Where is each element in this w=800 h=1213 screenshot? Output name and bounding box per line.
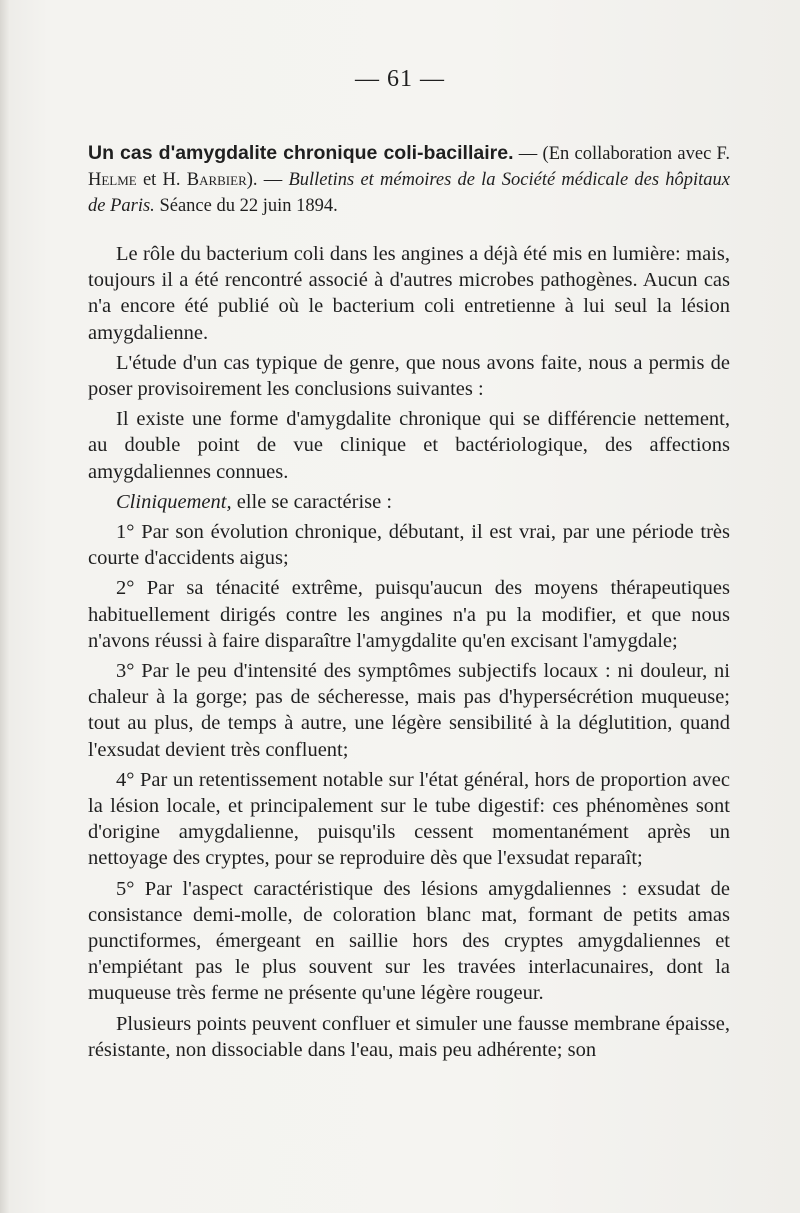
paragraph-4-rest: elle se caractérise : (231, 490, 393, 513)
paragraph-point-5: 5° Par l'aspect caractéristique des lésions amygdaliennes : exsudat de consistance demi-molle, de coloration blanc mat, formant de petits amas punctiformes, émergeant en saillie hors des cryptes amygdaliennes et n'empiétant pas le plus souvent sur les travées interlacunaires, dont la muqueuse très ferme ne présente qu'une légère rougeur. (88, 877, 730, 1005)
paragraph-point-4: 4° Par un retentissement notable sur l'état général, hors de proportion avec la lésion locale, et principalement sur le tube digestif: ces phénomènes sont d'origine amygdalienne, puisqu'ils cessent momentanément après un nettoyage des cryptes, pour se reproduire dès que l'exsudat reparaît; (88, 768, 730, 870)
paragraph-point-1: 1° Par son évolution chronique, débutant, il est vrai, par une période très courte d'accidents aigus; (88, 521, 730, 570)
citation-dash: ). — (246, 170, 289, 190)
journal-title: Bulletins et mémoires de la Société médicale des hôpitaux de Paris. (88, 170, 730, 216)
paragraph-2: L'étude d'un cas typique de genre, que nous avons faite, nous a permis de poser provisoirement les conclusions suivantes : (88, 351, 730, 401)
author-barbier: Barbier (186, 170, 247, 190)
page-content (88, 140, 730, 1067)
author-connector: et H. (136, 170, 187, 190)
session-date: Séance du 22 juin 1894. (154, 196, 338, 216)
paragraph-point-3: 3° Par le peu d'intensité des symptômes subjectifs locaux : ni douleur, ni chaleur à la gorge; pas de sécheresse, mais pas d'hypersécrétion muqueuse; tout au plus, de temps à autre, une légère sensibilité à la déglutition, quand l'exsudat devient très confluent; (88, 660, 730, 761)
author-helme: Helme (88, 170, 137, 190)
page-spine-shadow (0, 0, 10, 1213)
article-header (88, 140, 730, 219)
paragraph-3: Il existe une forme d'amygdalite chronique qui se différencie nettement, au double point de vue clinique et bactériologique, des affections amygdaliennes connues. (88, 408, 730, 483)
paragraph-point-2: 2° Par sa ténacité extrême, puisqu'aucun des moyens thérapeutiques habituellement dirigés contre les angines n'a pu la modifier, et que nous n'avons réussi à faire disparaître l'amygdalite qu'en excisant l'amygdale; (88, 577, 730, 652)
paragraph-final: Plusieurs points peuvent confluer et simuler une fausse membrane épaisse, résistante, non dissociable dans l'eau, mais peu adhérente; son (88, 1012, 730, 1061)
article-title: Un cas d'amygdalite chronique coli-bacillaire. (88, 142, 514, 164)
page-number: — 61 — (355, 66, 445, 92)
collaboration-prefix: — (En collaboration avec F. (513, 144, 730, 164)
paragraph-4 (88, 489, 730, 515)
cliniquement-label: Cliniquement, (116, 490, 232, 513)
paragraph-1: Le rôle du bacterium coli dans les angines a déjà été mis en lumière: mais, toujours il a été rencontré associé à d'autres microbes pathogènes. Aucun cas n'a encore été publié où le bacterium coli entretienne à lui seul la lésion amygdalienne. (88, 243, 730, 344)
